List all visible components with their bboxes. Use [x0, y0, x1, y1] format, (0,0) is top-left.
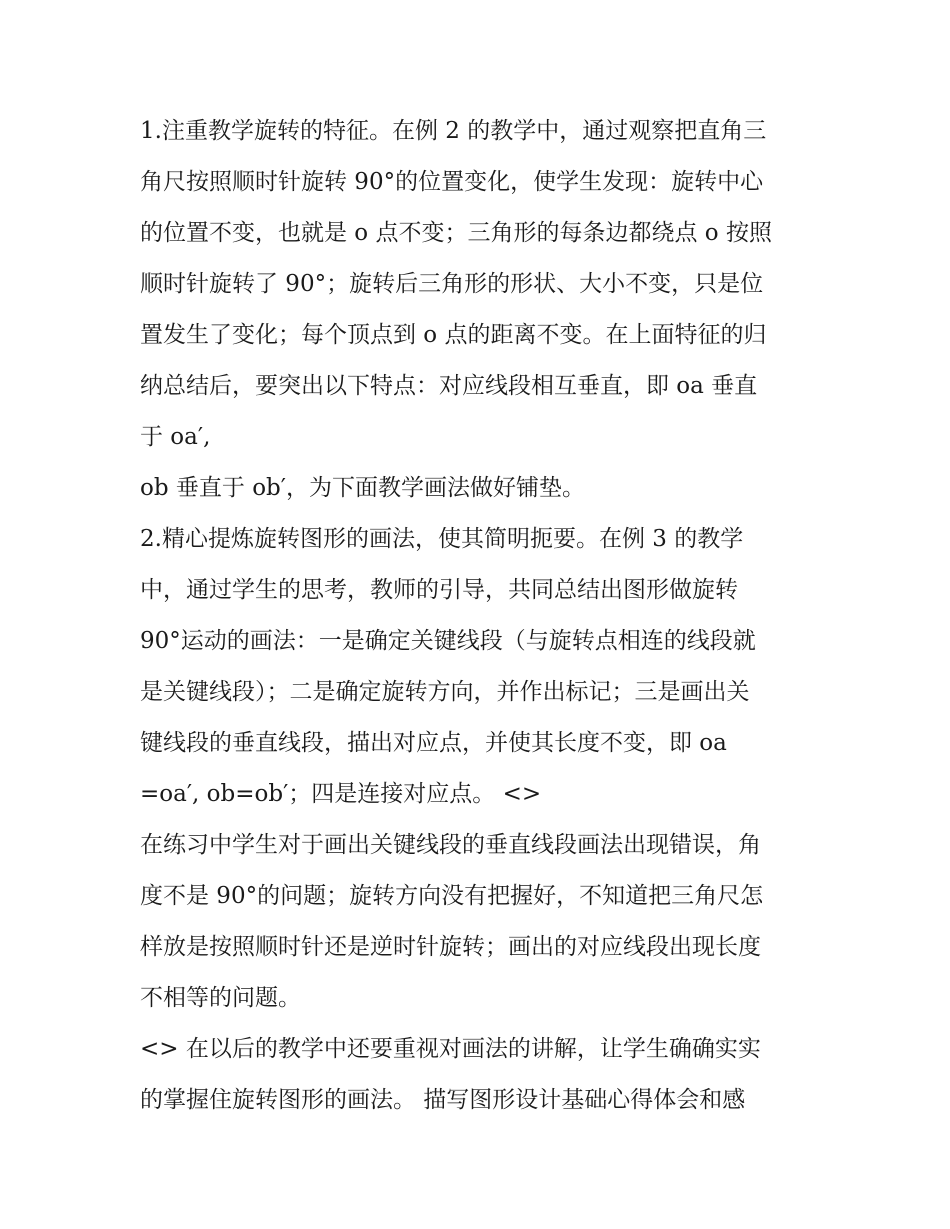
text-line: 的位置不变，也就是 o 点不变；三角形的每条边都绕点 o 按照 — [140, 220, 772, 246]
text-line: 90°运动的画法：一是确定关键线段（与旋转点相连的线段就 — [140, 628, 756, 654]
text-line: <> 在以后的教学中还要重视对画法的讲解，让学生确确实实 — [140, 1036, 761, 1062]
text-line: 在练习中学生对于画出关键线段的垂直线段画法出现错误，角 — [140, 832, 761, 858]
text-line: 样放是按照顺时针还是逆时针旋转；画出的对应线段出现长度 — [140, 934, 761, 960]
document-body — [140, 106, 830, 1126]
text-line: 纳总结后，要突出以下特点：对应线段相互垂直，即 oa 垂直 — [140, 373, 758, 399]
text-line: 的掌握住旋转图形的画法。 描写图形设计基础心得体会和感 — [140, 1087, 746, 1113]
text-line: 于 oa′, — [140, 424, 211, 450]
text-line: 中，通过学生的思考，教师的引导，共同总结出图形做旋转 — [140, 577, 738, 603]
text-line: 2.精心提炼旋转图形的画法，使其简明扼要。在例 3 的教学 — [140, 526, 744, 552]
text-line: 不相等的问题。 — [140, 985, 301, 1011]
text-line: 度不是 90°的问题；旋转方向没有把握好，不知道把三角尺怎 — [140, 883, 764, 909]
text-line: 1.注重教学旋转的特征。在例 2 的教学中，通过观察把直角三 — [140, 118, 767, 144]
text-line: 是关键线段）；二是确定旋转方向，并作出标记；三是画出关 — [140, 679, 750, 705]
text-line: =oa′, ob=ob′；四是连接对应点。 <> — [140, 781, 542, 807]
text-line: 顺时针旋转了 90°；旋转后三角形的形状、大小不变，只是位 — [140, 271, 764, 297]
text-line: 角尺按照顺时针旋转 90°的位置变化，使学生发现：旋转中心 — [140, 169, 764, 195]
text-line: 置发生了变化；每个顶点到 o 点的距离不变。在上面特征的归 — [140, 322, 767, 348]
text-line: ob 垂直于 ob′，为下面教学画法做好铺垫。 — [140, 475, 585, 501]
text-line: 键线段的垂直线段，描出对应点，并使其长度不变，即 oa — [140, 730, 727, 756]
